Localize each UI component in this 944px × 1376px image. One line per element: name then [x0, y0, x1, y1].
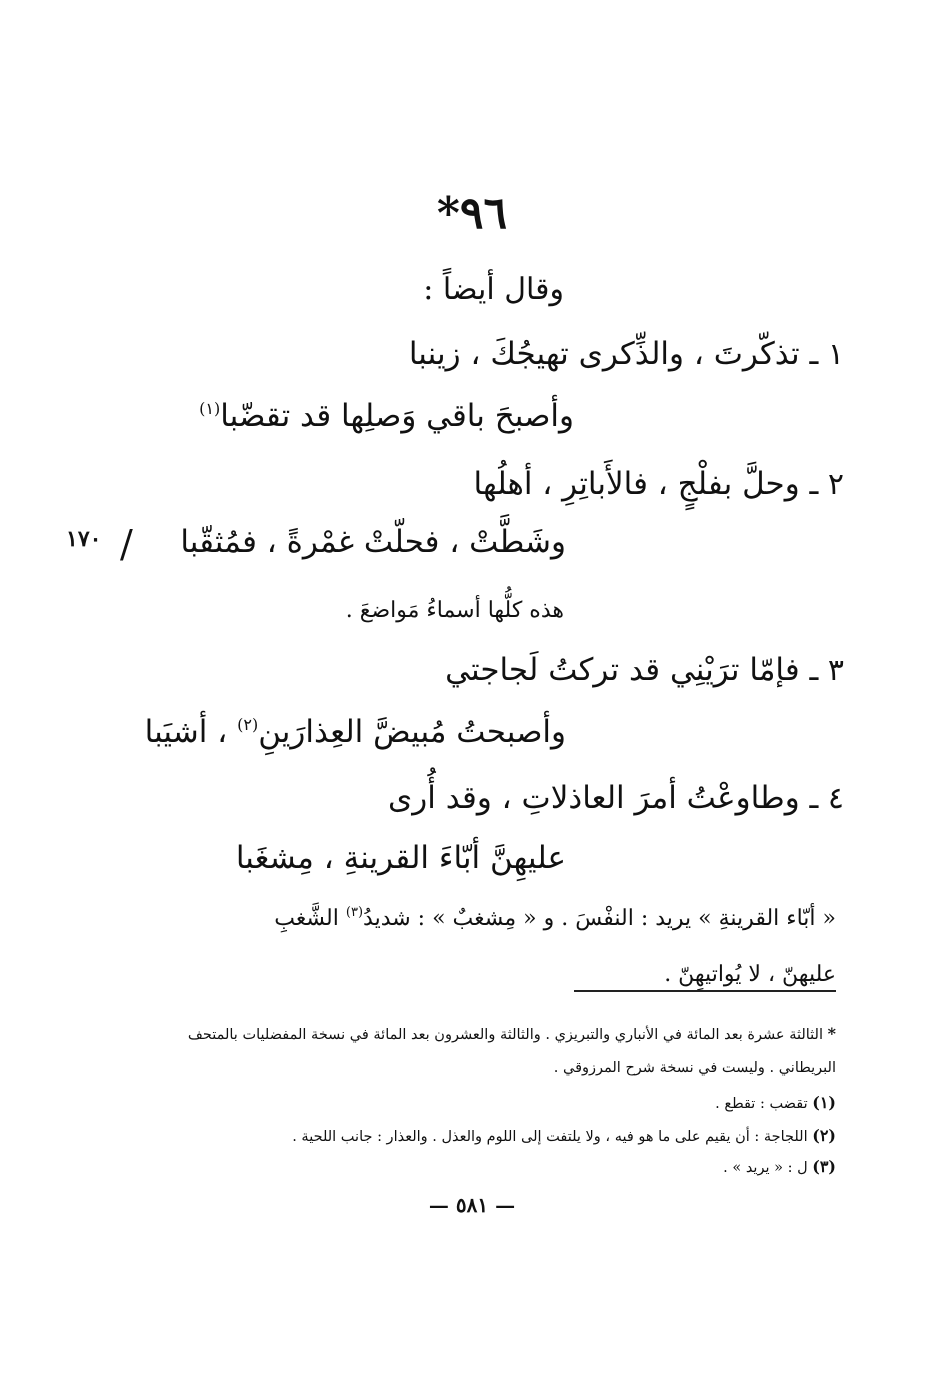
footnote [723, 1157, 836, 1176]
footnote-mark: * [827, 1024, 836, 1043]
verse-hemistich: فإمّا ترَيْنِي قد تركتُ لَجاجتي [445, 652, 800, 688]
verse-hemistich: وشَطَّتْ ، فحلّتْ غمْرةً ، فمُثقّبا [180, 524, 566, 560]
footnote-ref: (٢) [237, 715, 259, 734]
verse-number: ٢ ـ [809, 467, 844, 502]
page-number: — ٥٨١ — [428, 1193, 516, 1217]
commentary-text: « أبّاء القرينةِ » يريد : النفْسَ . و « مِشغبٌ » : شديدُ [363, 906, 836, 931]
verse-4-second-line [236, 840, 566, 876]
footnote [715, 1093, 836, 1112]
verse-number: ٤ ـ [809, 781, 844, 816]
verse-hemistich: وحلَّ بفلْجٍ ، فالأَباتِرِ ، أهلُها [473, 466, 800, 502]
footnote [188, 1024, 836, 1043]
verse-hemistich: وأصبحتُ مُبيضَّ العِذارَينِ [258, 714, 566, 750]
footnote-text: اللجاجة : أن يقيم على ما هو فيه ، ولا يلتفت إلى اللوم والعذل . والعذار : جانب اللحية . [292, 1129, 808, 1145]
commentary-line: هذه كلُّها أسماءُ مَواضعَ . [345, 598, 564, 623]
poem-intro: وقال أيضاً : [423, 272, 564, 307]
footnote-text: البريطاني . وليست في نسخة شرح المرزوقي . [553, 1060, 836, 1076]
footnote-ref: (١) [199, 399, 221, 418]
verse-number: ٣ ـ [809, 653, 844, 688]
footnote [292, 1126, 836, 1145]
footnote-text: تقضب : تقطع . [715, 1096, 808, 1112]
verse-1-first-line [409, 336, 844, 372]
footnote-mark: (٢) [812, 1126, 836, 1145]
commentary-line: عليهنّ ، لا يُواتيهِنّ . [664, 962, 836, 987]
verse-hemistich: عليهِنَّ أبّاءَ القرينةِ ، مِشغَبا [235, 840, 566, 876]
footnote-divider [574, 990, 836, 992]
verse-1-second-line [199, 398, 574, 434]
verse-2-second-line [180, 524, 566, 560]
verse-hemistich: تذكّرتَ ، والذِّكرى تهيجُكَ ، زينبا [408, 336, 800, 372]
commentary-text: الشَّغبِ [274, 906, 339, 931]
footnote-mark: (١) [812, 1093, 836, 1112]
footnote-mark: (٣) [812, 1157, 836, 1176]
verse-hemistich-end: ، أشيَبا [144, 714, 228, 750]
commentary-line [274, 906, 836, 931]
poem-number: ٩٦* [436, 188, 508, 239]
verse-2-first-line [474, 466, 845, 502]
footnote-ref: (٣) [345, 905, 364, 920]
verse-3-first-line [445, 652, 844, 688]
footnote-text: ل : « يريد » . [723, 1160, 808, 1176]
verse-hemistich: وأصبحَ باقي وَصلِها قد تقضّبا [220, 398, 574, 434]
verse-hemistich: وطاوعْتُ أمرَ العاذلاتِ ، وقد أُرى [388, 780, 800, 816]
margin-divider: / [120, 522, 133, 566]
verse-number: ١ ـ [809, 337, 844, 372]
footnote-text: الثالثة عشرة بعد المائة في الأنباري والتبريزي . والثالثة والعشرون بعد المائة في نسخة المفضليات بالمتحف [187, 1027, 824, 1043]
verse-3-second-line [145, 714, 566, 750]
footnote [554, 1060, 836, 1076]
verse-4-first-line [388, 780, 844, 816]
margin-page-number: ١٧٠ [66, 526, 102, 552]
